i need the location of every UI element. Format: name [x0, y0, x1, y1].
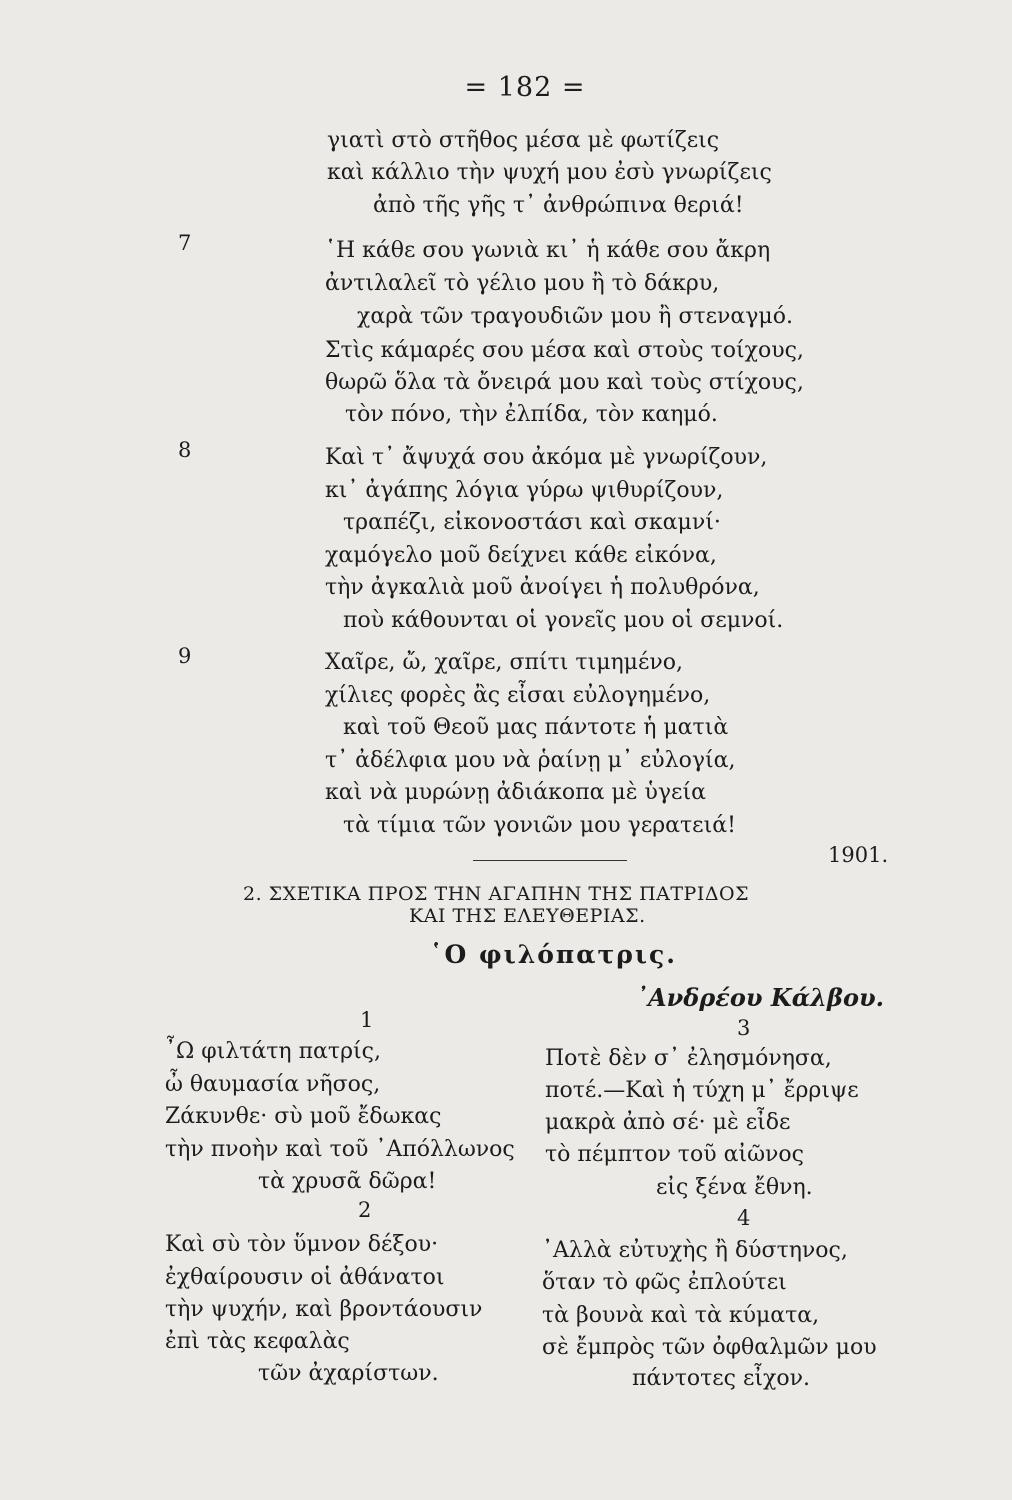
poem-line: ἀπὸ τῆς γῆς τ᾿ ἀνθρώπινα θεριά!: [373, 193, 744, 218]
stanza-number: 3: [737, 1016, 751, 1040]
poem-line: θωρῶ ὅλα τὰ ὄνειρά μου καὶ τοὺς στίχους,: [325, 370, 804, 395]
poem-line: ῏Ω φιλτάτη πατρίς,: [165, 1039, 381, 1064]
poem-line: ποὺ κάθουνται οἱ γονεῖς μου οἱ σεμνοί.: [343, 608, 784, 633]
poem-line: τὸν πόνο, τὴν ἐλπίδα, τὸν καημό.: [345, 402, 718, 427]
poem-line: χαμόγελο μοῦ δείχνει κάθε εἰκόνα,: [325, 543, 717, 568]
page-number: = 182 =: [464, 72, 586, 103]
poem-line: ῾Η κάθε σου γωνιὰ κι᾿ ἡ κάθε σου ἄκρη: [325, 238, 771, 263]
poem-line: ᾿Αλλὰ εὐτυχὴς ἢ δύστηνος,: [542, 1238, 848, 1263]
poem-line: Καὶ σὺ τὸν ὕμνον δέξου·: [165, 1232, 439, 1257]
poem-line: τὰ βουνὰ καὶ τὰ κύματα,: [542, 1303, 820, 1328]
poem-line: ἐπὶ τὰς κεφαλὰς: [165, 1329, 350, 1354]
poem-line: ὦ θαυμασία νῆσος,: [165, 1072, 381, 1097]
poem-line: τῶν ἀχαρίστων.: [258, 1361, 439, 1386]
poem-line: καὶ κάλλιο τὴν ψυχή μου ἐσὺ γνωρίζεις: [327, 160, 772, 185]
poem-line: καὶ νὰ μυρώνῃ ἀδιάκοπα μὲ ὑγεία: [325, 780, 706, 805]
stanza-number: 4: [737, 1206, 751, 1230]
poem-line: τὴν ψυχήν, καὶ βροντάουσιν: [165, 1297, 483, 1322]
poem-line: σὲ ἔμπρὸς τῶν ὀφθαλμῶν μου: [542, 1335, 877, 1360]
poem-year: 1901.: [828, 843, 889, 867]
poem-line: καὶ τοῦ Θεοῦ μας πάντοτε ἡ ματιὰ: [343, 715, 729, 740]
poem-title: ῾Ο φιλόπατρις.: [430, 940, 677, 969]
poem-line: Στὶς κάμαρές σου μέσα καὶ στοὺς τοίχους,: [325, 338, 804, 363]
section-divider: [473, 860, 627, 861]
stanza-number: 8: [178, 438, 192, 462]
section-heading-line2: ΚΑΙ ΤΗΣ ΕΛΕΥΘΕΡΙΑΣ.: [409, 905, 646, 927]
poem-line: Ποτὲ δὲν σ᾿ ἐλησμόνησα,: [545, 1046, 832, 1071]
poem-line: ἀντιλαλεῖ τὸ γέλιο μου ἢ τὸ δάκρυ,: [325, 271, 720, 296]
section-heading-line1: 2. ΣΧΕΤΙΚΑ ΠΡΟΣ ΤΗΝ ΑΓΑΠΗΝ ΤΗΣ ΠΑΤΡΙΔΟΣ: [243, 883, 750, 905]
poem-line: ὅταν τὸ φῶς ἐπλούτει: [542, 1270, 787, 1295]
poem-line: χαρὰ τῶν τραγουδιῶν μου ἢ στεναγμό.: [357, 304, 793, 329]
poem-line: τὴν πνοὴν καὶ τοῦ ᾿Απόλλωνος: [165, 1137, 515, 1162]
poem-line: ποτέ.—Καὶ ἡ τύχη μ᾿ ἔρριψε: [545, 1078, 859, 1103]
poem-line: Ζάκυνθε· σὺ μοῦ ἔδωκας: [165, 1104, 442, 1129]
poem-line: Χαῖρε, ὤ, χαῖρε, σπίτι τιμημένο,: [325, 650, 683, 675]
poem-line: γιατὶ στὸ στῆθος μέσα μὲ φωτίζεις: [327, 128, 720, 153]
poem-line: τὰ χρυσᾶ δῶρα!: [258, 1169, 437, 1194]
poem-line: κι᾿ ἀγάπης λόγια γύρω ψιθυρίζουν,: [325, 478, 724, 503]
poem-line: εἰς ξένα ἔθνη.: [656, 1175, 813, 1200]
stanza-number: 2: [358, 1198, 372, 1222]
poem-line: τὸ πέμπτον τοῦ αἰῶνος: [545, 1142, 804, 1167]
poem-author: ᾿Ανδρέου Κάλβου.: [636, 983, 884, 1012]
poem-line: Καὶ τ᾿ ἄψυχά σου ἀκόμα μὲ γνωρίζουν,: [325, 445, 768, 470]
poem-line: ἐχθαίρουσιν οἱ ἀθάνατοι: [165, 1265, 445, 1290]
poem-line: τραπέζι, εἰκονοστάσι καὶ σκαμνί·: [343, 510, 721, 535]
poem-line: μακρὰ ἀπὸ σέ· μὲ εἶδε: [545, 1110, 791, 1135]
stanza-number: 9: [178, 644, 192, 668]
poem-line: πάντοτες εἶχον.: [632, 1366, 810, 1391]
poem-line: τ᾿ ἀδέλφια μου νὰ ῥαίνῃ μ᾿ εὐλογία,: [325, 748, 736, 773]
poem-line: τὰ τίμια τῶν γονιῶν μου γερατειά!: [343, 813, 736, 838]
stanza-number: 1: [360, 1008, 374, 1032]
poem-line: χίλιες φορὲς ἂς εἶσαι εὐλογημένο,: [325, 683, 711, 708]
stanza-number: 7: [178, 231, 192, 255]
poem-line: τὴν ἀγκαλιὰ μοῦ ἀνοίγει ἡ πολυθρόνα,: [325, 575, 760, 600]
